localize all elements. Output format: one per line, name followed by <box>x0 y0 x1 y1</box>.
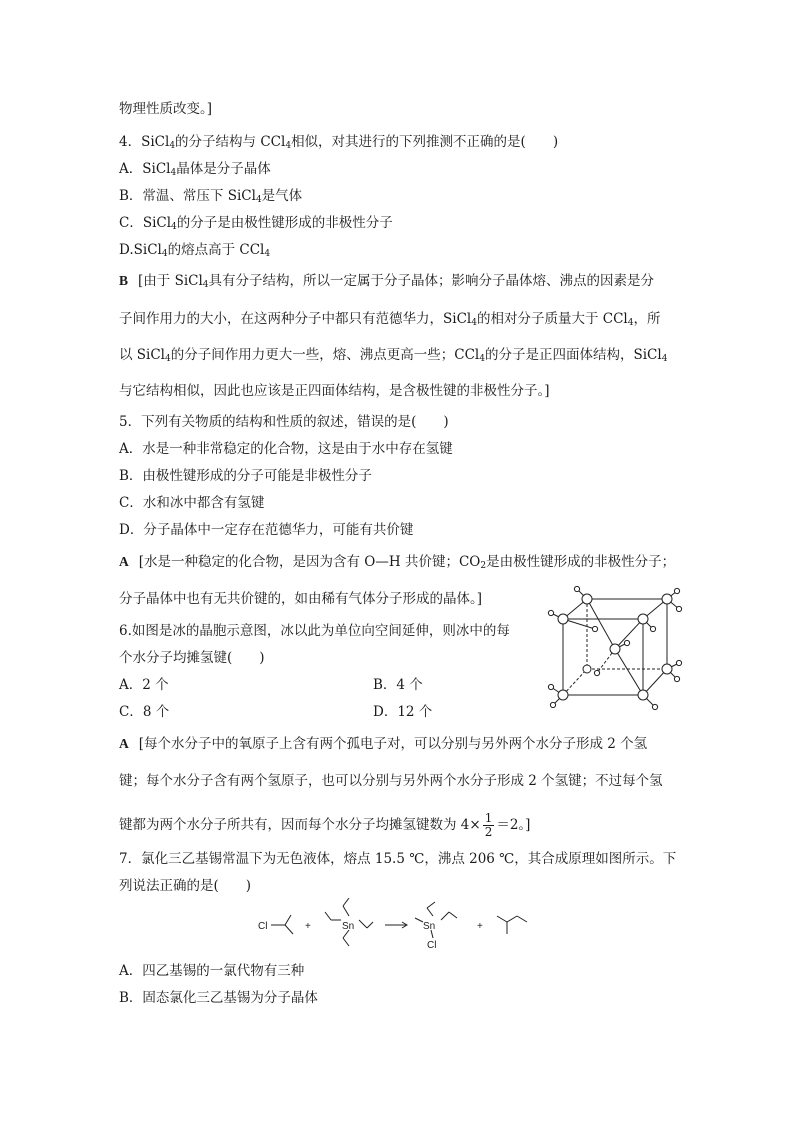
question-5-stem: 5．下列有关物质的结构和性质的叙述，错误的是( ) <box>119 414 449 430</box>
option-c: C．水和冰中都含有氢键 <box>119 495 265 511</box>
text-line: 物理性质改变。] <box>119 101 213 117</box>
tin-label: Sn <box>423 921 436 932</box>
option-d: D.SiCl$_4$的熔点高于 CCl$_4$ <box>119 242 271 259</box>
option-c: C．SiCl$_4$的分子是由极性键形成的非极性分子 <box>119 215 393 232</box>
option-b: B．由极性键形成的分子可能是非极性分子 <box>119 468 372 484</box>
question-6-stem: 6.如图是冰的晶胞示意图，冰以此为单位向空间延伸，则冰中的每 <box>119 623 510 639</box>
answer-6-line-3: 键都为两个水分子所共有，因而每个水分子均摊氢键数为 4× $\frac{1}{2}$ ＝2。] <box>119 811 531 839</box>
question-6-stem-2: 个水分子均摊氢键( ) <box>119 650 265 666</box>
question-7-stem: 7．氯化三乙基锡常温下为无色液体，熔点 15.5 ℃，沸点 206 ℃，其合成原理如图所示。下 <box>119 851 677 867</box>
plus-sign: + <box>477 921 483 932</box>
question-4-stem: 4．SiCl$_4$的分子结构与 CCl$_4$相似，对其进行的下列推测不正确的是( ) <box>119 134 559 151</box>
answer-5-line-1: A [水是一种稳定的化合物，是因为含有 O—H 共价键；$CO_2$是由极性键形成的非极性分子； <box>119 554 676 571</box>
option-a: A．SiCl$_4$晶体是分子晶体 <box>119 161 271 178</box>
answer-6-line-1: A [每个水分子中的氧原子上含有两个孤电子对，可以分别与另外两个水分子形成 2 个氢 <box>119 736 648 752</box>
tin-label: Sn <box>342 921 355 932</box>
chlorine-label: Cl <box>258 921 268 932</box>
ice-unit-cell-figure <box>545 583 687 715</box>
fraction: $\frac{1}{2}$ <box>484 811 493 839</box>
answer-4-line-1: B [由于 SiCl$_4$具有分子结构，所以一定属于分子晶体；影响分子晶体熔、沸点的因素是分 <box>119 273 655 290</box>
option-b: B．常温、常压下 SiCl$_4$是气体 <box>119 188 303 205</box>
answer-4-line-4: 与它结构相似，因此也应该是正四面体结构，是含极性键的非极性分子。] <box>119 383 550 399</box>
question-7-stem-2: 列说法正确的是( ) <box>119 878 252 894</box>
option-a: A．四乙基锡的一氯代物有三种 <box>119 963 305 979</box>
answer-5-line-2: 分子晶体中也有无共价键的，如由稀有气体分子形成的晶体。] <box>119 591 483 607</box>
answer-4-line-2: 子间作用力的大小，在这两种分子中都只有范德华力，SiCl$_4$的相对分子质量大于 CCl$_4$，所 <box>119 311 661 328</box>
reaction-scheme <box>255 898 555 952</box>
option-a: A．水是一种非常稳定的化合物，这是由于水中存在氢键 <box>119 441 453 457</box>
option-d: D．分子晶体中一定存在范德华力，可能有共价键 <box>119 522 414 538</box>
plus-sign: + <box>305 921 311 932</box>
answer-4-line-3: 以 SiCl$_4$的分子间作用力更大一些，熔、沸点更高一些；CCl$_4$的分子是正四面体结构，SiCl$_4$ <box>119 347 668 364</box>
chlorine-label: Cl <box>427 940 437 951</box>
option-c: C．8 个 <box>119 704 170 720</box>
option-b: B．4 个 <box>373 677 423 693</box>
option-b: B．固态氯化三乙基锡为分子晶体 <box>119 990 318 1006</box>
option-d: D．12 个 <box>373 704 433 720</box>
option-a: A．2 个 <box>119 677 169 693</box>
answer-6-line-2: 键；每个水分子含有两个氢原子，也可以分别与另外两个水分子形成 2 个氢键；不过每个氢 <box>119 773 663 789</box>
